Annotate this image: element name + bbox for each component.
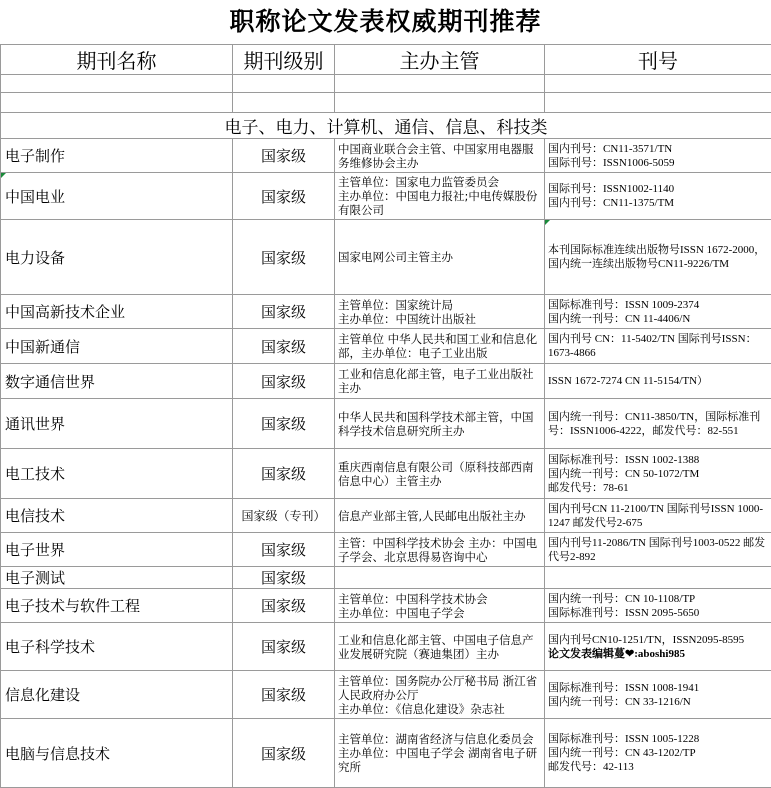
journal-issn (545, 499, 771, 533)
journal-sponsor (335, 567, 545, 589)
header-row (1, 45, 771, 75)
table-row (1, 671, 771, 719)
journal-level: 国家级 (233, 623, 335, 671)
journal-name: 电子测试 (1, 567, 233, 589)
issn-text: 国内统一刊号：CN11-3850/TN，国际标准刊号：ISSN1006-4222，邮发代号：82-551 (548, 411, 760, 437)
issn-text: 国际标准刊号：ISSN 1009-2374 国内统一刊号：CN 11-4406/N (548, 299, 699, 325)
journal-issn (545, 399, 771, 449)
issn-text: 国内刊号CN10-1251/TN，ISSN2095-8595 (548, 634, 744, 646)
table-row (1, 449, 771, 499)
journal-sponsor: 主管：中国科学技术协会 主办：中国电子学会、北京思得易咨询中心 (335, 533, 545, 567)
journal-issn (545, 671, 771, 719)
journal-sponsor: 工业和信息化部主管，电子工业出版社主办 (335, 364, 545, 399)
header-issn: 刊号 (545, 45, 771, 75)
journal-issn (545, 567, 771, 589)
issn-text: 国内刊号CN 11-2100/TN 国际刊号ISSN 1000-1247 邮发代号2-675 (548, 503, 763, 529)
journal-issn (545, 220, 771, 295)
journal-level: 国家级 (233, 295, 335, 329)
journal-sponsor: 主管单位：国家电力监管委员会 主办单位：中国电力报社;中电传媒股份有限公司 (335, 173, 545, 220)
journal-level: 国家级 (233, 589, 335, 623)
issn-text: 国际标准刊号：ISSN 1002-1388 国内统一刊号：CN 50-1072/TM 邮发代号：78-61 (548, 454, 699, 494)
empty-row (1, 93, 771, 113)
journal-name: 通讯世界 (1, 399, 233, 449)
journal-name: 中国电业 (1, 173, 233, 220)
journal-level: 国家级 (233, 449, 335, 499)
journal-issn (545, 449, 771, 499)
page-title: 职称论文发表权威期刊推荐 (0, 0, 771, 44)
journal-issn (545, 139, 771, 173)
journal-issn (545, 719, 771, 788)
journal-issn (545, 623, 771, 671)
journal-name: 数字通信世界 (1, 364, 233, 399)
journal-name: 电子技术与软件工程 (1, 589, 233, 623)
table-row (1, 589, 771, 623)
journal-issn (545, 533, 771, 567)
issn-text: 国内刊号：CN11-3571/TN 国际刊号：ISSN1006-5059 (548, 143, 675, 169)
table-row (1, 329, 771, 364)
table-row (1, 173, 771, 220)
journal-issn (545, 173, 771, 220)
contact-note: 论文发表编辑蔓❤:aboshi985 (548, 648, 685, 660)
table-row (1, 364, 771, 399)
header-level: 期刊级别 (233, 45, 335, 75)
journal-name: 电子世界 (1, 533, 233, 567)
journal-level: 国家级 (233, 364, 335, 399)
journal-level: 国家级 (233, 567, 335, 589)
journal-level: 国家级 (233, 719, 335, 788)
category-row (1, 113, 771, 139)
journal-issn (545, 329, 771, 364)
journal-sponsor: 信息产业部主管,人民邮电出版社主办 (335, 499, 545, 533)
journal-issn (545, 364, 771, 399)
journal-name: 电信技术 (1, 499, 233, 533)
header-name: 期刊名称 (1, 45, 233, 75)
journal-level: 国家级 (233, 329, 335, 364)
journal-name: 中国高新技术企业 (1, 295, 233, 329)
journal-name: 电子科学技术 (1, 623, 233, 671)
journal-sponsor: 中国商业联合会主管、中国家用电器服务维修协会主办 (335, 139, 545, 173)
journal-sponsor: 主管单位：中国科学技术协会 主办单位：中国电子学会 (335, 589, 545, 623)
journal-level: 国家级 (233, 220, 335, 295)
table-row (1, 499, 771, 533)
journal-name: 电脑与信息技术 (1, 719, 233, 788)
journal-level: 国家级 (233, 671, 335, 719)
journal-sponsor: 主管单位：国家统计局 主办单位：中国统计出版社 (335, 295, 545, 329)
journal-name: 中国新通信 (1, 329, 233, 364)
issn-text: ISSN 1672-7274 CN 11-5154/TN） (548, 375, 708, 387)
issn-text: 国内刊号11-2086/TN 国际刊号1003-0522 邮发代号2-892 (548, 537, 765, 563)
journal-level: 国家级 (233, 139, 335, 173)
journal-issn (545, 589, 771, 623)
issn-text: 国内刊号 CN：11-5402/TN 国际刊号ISSN：1673-4866 (548, 333, 757, 359)
table-body (1, 139, 771, 788)
journal-name: 电工技术 (1, 449, 233, 499)
journal-name: 信息化建设 (1, 671, 233, 719)
issn-text: 本刊国际标准连续出版物号ISSN 1672-2000，国内统一连续出版物号CN11-9226/TM (548, 244, 765, 270)
issn-text: 国际标准刊号：ISSN 1005-1228 国内统一刊号：CN 43-1202/TP 邮发代号：42-113 (548, 733, 699, 773)
journal-sponsor: 工业和信息化部主管、中国电子信息产业发展研究院（赛迪集团）主办 (335, 623, 545, 671)
table-row (1, 623, 771, 671)
table-row (1, 719, 771, 788)
journal-sponsor: 主管单位：国务院办公厅秘书局 浙江省人民政府办公厅 主办单位：《信息化建设》杂志社 (335, 671, 545, 719)
table-row (1, 295, 771, 329)
journal-name: 电子制作 (1, 139, 233, 173)
journal-issn (545, 295, 771, 329)
journal-level: 国家级 (233, 173, 335, 220)
header-sponsor: 主办主管 (335, 45, 545, 75)
journal-level: 国家级 (233, 399, 335, 449)
issn-text: 国际标准刊号：ISSN 1008-1941 国内统一刊号：CN 33-1216/N (548, 682, 699, 708)
journal-table (0, 44, 771, 788)
journal-level: 国家级 (233, 533, 335, 567)
issn-text: 国际刊号：ISSN1002-1140 国内刊号：CN11-1375/TM (548, 183, 674, 209)
journal-sponsor: 中华人民共和国科学技术部主管，中国科学技术信息研究所主办 (335, 399, 545, 449)
journal-level: 国家级（专刊） (233, 499, 335, 533)
table-row (1, 567, 771, 589)
table-row (1, 220, 771, 295)
empty-row (1, 75, 771, 93)
table-row (1, 533, 771, 567)
journal-sponsor: 重庆西南信息有限公司（原科技部西南信息中心）主管主办 (335, 449, 545, 499)
table-row (1, 399, 771, 449)
journal-name: 电力设备 (1, 220, 233, 295)
journal-sponsor: 国家电网公司主管主办 (335, 220, 545, 295)
issn-text: 国内统一刊号：CN 10-1108/TP 国际标准刊号：ISSN 2095-5650 (548, 593, 699, 619)
table-row (1, 139, 771, 173)
category-label: 电子、电力、计算机、通信、信息、科技类 (1, 113, 771, 139)
journal-sponsor: 主管单位 中华人民共和国工业和信息化部，主办单位：电子工业出版 (335, 329, 545, 364)
journal-sponsor: 主管单位：湖南省经济与信息化委员会 主办单位：中国电子学会 湖南省电子研究所 (335, 719, 545, 788)
